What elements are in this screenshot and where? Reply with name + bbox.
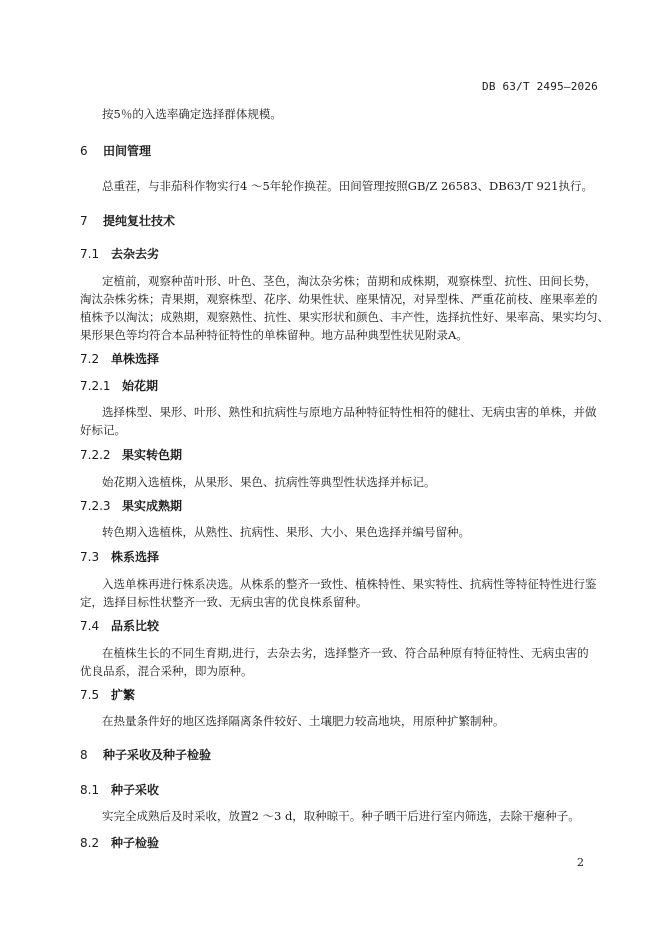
paragraph-line: 淘汰杂株劣株；青果期，观察株型、花序、幼果性状、座果情况，对异型株、严重花前枝、座果率差的 <box>80 292 598 306</box>
section-number: 7.2 <box>80 352 100 366</box>
section-title: 始花期 <box>122 379 159 393</box>
section-number: 7.5 <box>80 688 100 702</box>
section-number: 6 <box>80 144 88 158</box>
section-heading-7-1 <box>80 245 159 262</box>
section-heading-7-3 <box>80 548 159 565</box>
paragraph-line: 入选单株再进行株系决选。从株系的整齐一致性、植株特性、果实特性、抗病性等特征特性进行鉴 <box>102 577 597 591</box>
section-title: 田间管理 <box>103 144 152 158</box>
section-number: 7.3 <box>80 550 100 564</box>
paragraph-line: 在热量条件好的地区选择隔离条件较好、土壤肥力较高地块，用原种扩繁制种。 <box>102 714 505 728</box>
section-number: 7.4 <box>80 619 100 633</box>
paragraph-line: 转色期入选植株，从熟性、抗病性、果形、大小、果色选择并编号留种。 <box>102 525 470 539</box>
section-title: 去杂去劣 <box>111 247 160 261</box>
paragraph-line: 在植株生长的不同生育期,进行，去杂去劣，选择整齐一致、符合品种原有特征特性、无病虫害的 <box>102 646 589 660</box>
section-title: 种子检验 <box>111 836 160 850</box>
section-number: 7.2.2 <box>80 448 111 462</box>
paragraph-line: 果形果色等均符合本品种特征特性的单株留种。地方品种典型性状见附录A。 <box>80 328 468 342</box>
section-title: 提纯复壮技术 <box>103 214 176 228</box>
section-heading-7-2-3 <box>80 497 182 514</box>
paragraph-line: 植株予以淘汰；成熟期，观察熟性、抗性、果实形状和颜色、丰产性，选择抗性好、果率高、果实均匀、 <box>80 310 609 324</box>
section-heading-7-2-1 <box>80 377 158 394</box>
section-heading-7-4 <box>80 617 159 634</box>
section-heading-7-2 <box>80 350 159 367</box>
page-number: 2 <box>577 856 584 869</box>
section-heading-8 <box>80 746 211 763</box>
section-number: 8 <box>80 748 88 762</box>
section-title: 品系比较 <box>111 619 160 633</box>
document-code-header: DB 63/T 2495—2026 <box>482 80 598 93</box>
section-title: 扩繁 <box>111 688 136 702</box>
paragraph-line: 实完全成熟后及时采收，放置2 ～3 d，取种晾干。种子晒干后进行室内筛选，去除干瘪种子。 <box>102 809 580 823</box>
paragraph-line: 好标记。 <box>80 423 126 437</box>
section-heading-8-2 <box>80 834 159 851</box>
section-number: 8.2 <box>80 836 100 850</box>
section-number: 7.2.3 <box>80 499 111 513</box>
section-heading-7 <box>80 212 175 229</box>
section-number: 7 <box>80 214 88 228</box>
section-title: 种子采收 <box>111 783 160 797</box>
section-heading-7-5 <box>80 686 135 703</box>
section-heading-7-2-2 <box>80 446 182 463</box>
section-number: 8.1 <box>80 783 100 797</box>
section-heading-6 <box>80 142 151 159</box>
section-heading-8-1 <box>80 781 159 798</box>
section-number: 7.1 <box>80 247 100 261</box>
paragraph-line: 总重茬，与非茄科作物实行4 ～5年轮作换茬。田间管理按照GB/Z 26583、DB63/T 921执行。 <box>102 179 593 193</box>
section-title: 种子采收及种子检验 <box>103 748 212 762</box>
paragraph-line: 选择株型、果形、叶形、熟性和抗病性与原地方品种特征特性相符的健壮、无病虫害的单株，并做 <box>102 405 597 419</box>
paragraph-line: 按5％的入选率确定选择群体规模。 <box>102 107 282 121</box>
section-number: 7.2.1 <box>80 379 111 393</box>
section-title: 果实成熟期 <box>122 499 183 513</box>
paragraph-line: 定，选择目标性状整齐一致、无病虫害的优良株系留种。 <box>80 595 368 609</box>
paragraph-line: 始花期入选植株，从果形、果色、抗病性等典型性状选择并标记。 <box>102 475 436 489</box>
section-title: 株系选择 <box>111 550 160 564</box>
section-title: 单株选择 <box>111 352 160 366</box>
paragraph-line: 优良品系，混合采种，即为原种。 <box>80 664 253 678</box>
section-title: 果实转色期 <box>122 448 183 462</box>
paragraph-line: 定植前，观察种苗叶形、叶色、茎色，淘汰杂劣株；苗期和成株期，观察株型、抗性、田间长势， <box>102 274 597 288</box>
